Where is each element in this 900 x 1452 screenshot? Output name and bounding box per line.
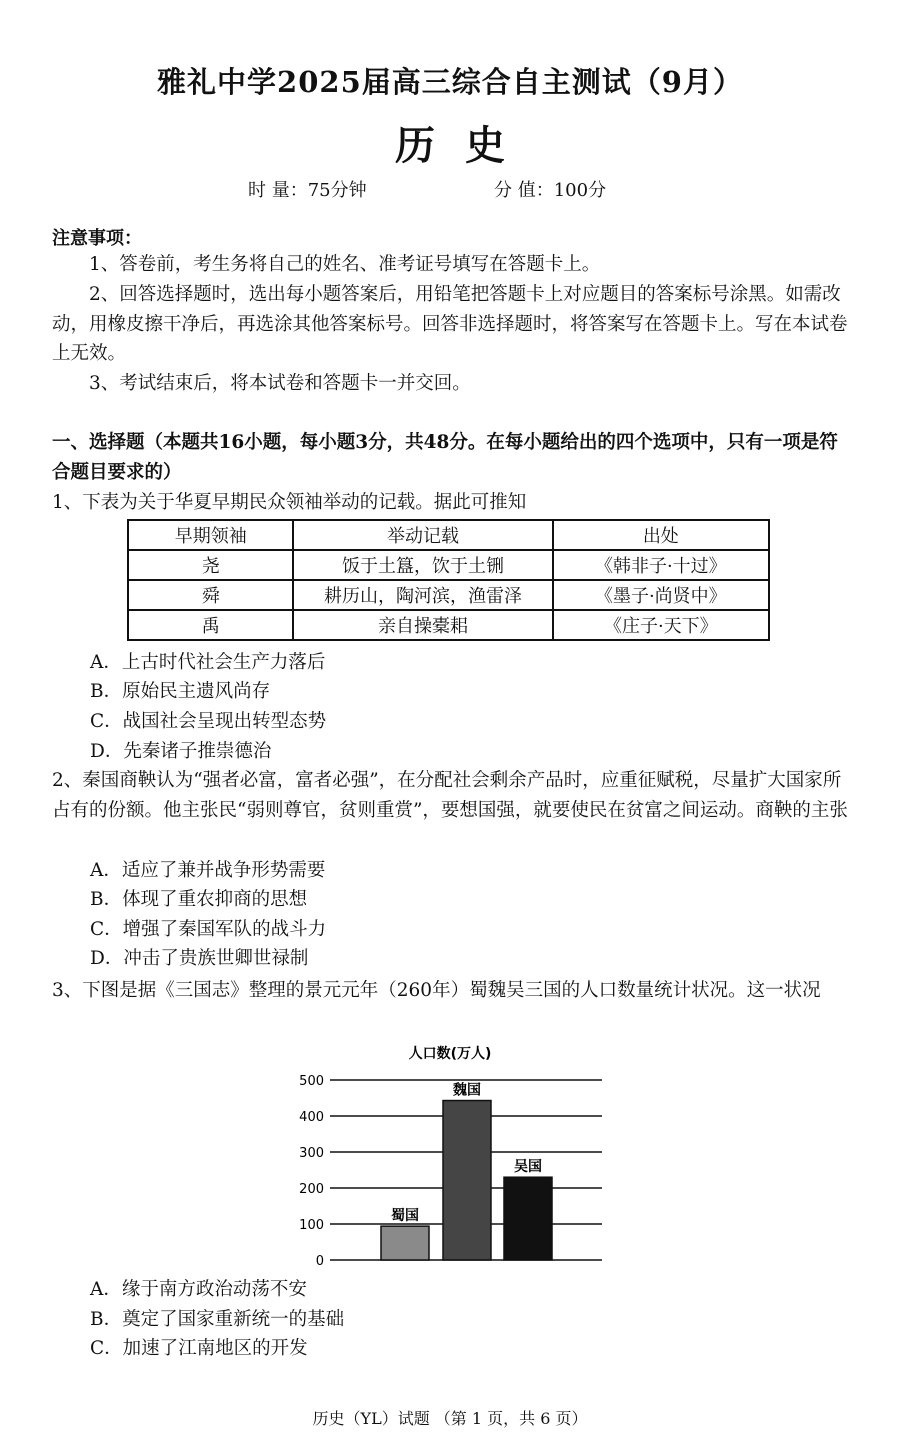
question-1-option-b: B．原始民主遗风尚存 [90,681,271,702]
exam-title: 雅礼中学2025届高三综合自主测试（9月） [157,65,743,99]
question-2-option-a: A．适应了兼并战争形势需要 [90,860,326,881]
question-1-stem: 1、下表为关于华夏早期民众领袖举动的记载。据此可推知 [52,492,527,513]
bar-category-label: 魏国 [453,1082,481,1099]
question-3-stem: 3、下图是据《三国志》整理的景元元年（260年）蜀魏吴三国的人口数量统计状况。这一状况 [52,980,821,1001]
table-cell: 《庄子·天下》 [553,610,769,640]
table-header-cell: 出处 [553,520,769,550]
exam-score: 分 值：100分 [494,180,607,201]
table-header-row [128,520,769,550]
bar-3 [504,1177,552,1260]
table-row [128,550,769,580]
question-2-option-d: D．冲击了贵族世卿世禄制 [90,948,309,969]
question-1-option-c: C．战国社会呈现出转型态势 [90,711,327,732]
question-1-table [127,519,770,641]
table-row [128,580,769,610]
question-3-option-a: A．缘于南方政治动荡不安 [90,1279,307,1300]
subject-title: 历史 [395,122,535,169]
notice-item: 2、回答选择题时，选出每小题答案后，用铅笔把答题卡上对应题目的答案标号涂黑。如需改动，用橡皮擦干净后，再选涂其他答案标号。回答非选择题时，将答案写在答题卡上。写在本试卷上无效。 [52,284,848,364]
y-tick-label: 300 [299,1146,324,1161]
question-2-stem: 2、秦国商鞅认为“强者必富，富者必强”，在分配社会剩余产品时，应重征赋税，尽量扩大国家所占有的份额。他主张民“弱则尊官，贫则重赏”，要想国强，就要使民在贫富之间运动。商鞅的主张 [52,770,848,821]
question-2-option-c: C．增强了秦国军队的战斗力 [90,919,327,940]
y-tick-label: 400 [299,1110,324,1125]
notice-heading: 注意事项： [52,228,142,249]
table-cell: 《韩非子·十过》 [553,550,769,580]
question-2-option-b: B．体现了重农抑商的思想 [90,889,308,910]
table-header-cell: 早期领袖 [128,520,293,550]
table-cell: 舜 [128,580,293,610]
population-bar-chart [290,1040,620,1275]
question-3-option-c: C．加速了江南地区的开发 [90,1338,308,1359]
table-cell: 禹 [128,610,293,640]
bar-category-label: 吴国 [514,1159,542,1176]
table-row [128,610,769,640]
section-heading: 一、选择题（本题共16小题，每小题3分，共48分。在每小题给出的四个选项中，只有一项是符合题目要求的） [52,432,838,483]
bar-2 [443,1101,491,1260]
table-cell: 《墨子·尚贤中》 [553,580,769,610]
table-cell: 亲自操橐耜 [293,610,552,640]
notice-item: 1、答卷前，考生务将自己的姓名、准考证号填写在答题卡上。 [89,254,601,275]
table-cell: 饭于土簋，饮于土铏 [293,550,552,580]
bar-1 [381,1226,429,1260]
question-3-option-b: B．奠定了国家重新统一的基础 [90,1309,345,1330]
question-1-option-a: A．上古时代社会生产力落后 [90,652,326,673]
bar-category-label: 蜀国 [391,1208,419,1225]
table-cell: 尧 [128,550,293,580]
y-tick-label: 200 [299,1182,324,1197]
y-tick-label: 100 [299,1218,324,1233]
y-tick-label: 0 [315,1254,324,1269]
table-header-cell: 举动记载 [293,520,552,550]
question-1-option-d: D．先秦诸子推崇德治 [90,741,272,762]
page-footer: 历史（YL）试题 （第 1 页，共 6 页） [312,1409,588,1428]
exam-duration: 时 量：75分钟 [248,180,367,201]
notice-item: 3、考试结束后，将本试卷和答题卡一并交回。 [89,373,471,394]
chart-title: 人口数(万人) [408,1046,492,1062]
y-tick-label: 500 [299,1074,324,1089]
table-cell: 耕历山，陶河滨，渔雷泽 [293,580,552,610]
